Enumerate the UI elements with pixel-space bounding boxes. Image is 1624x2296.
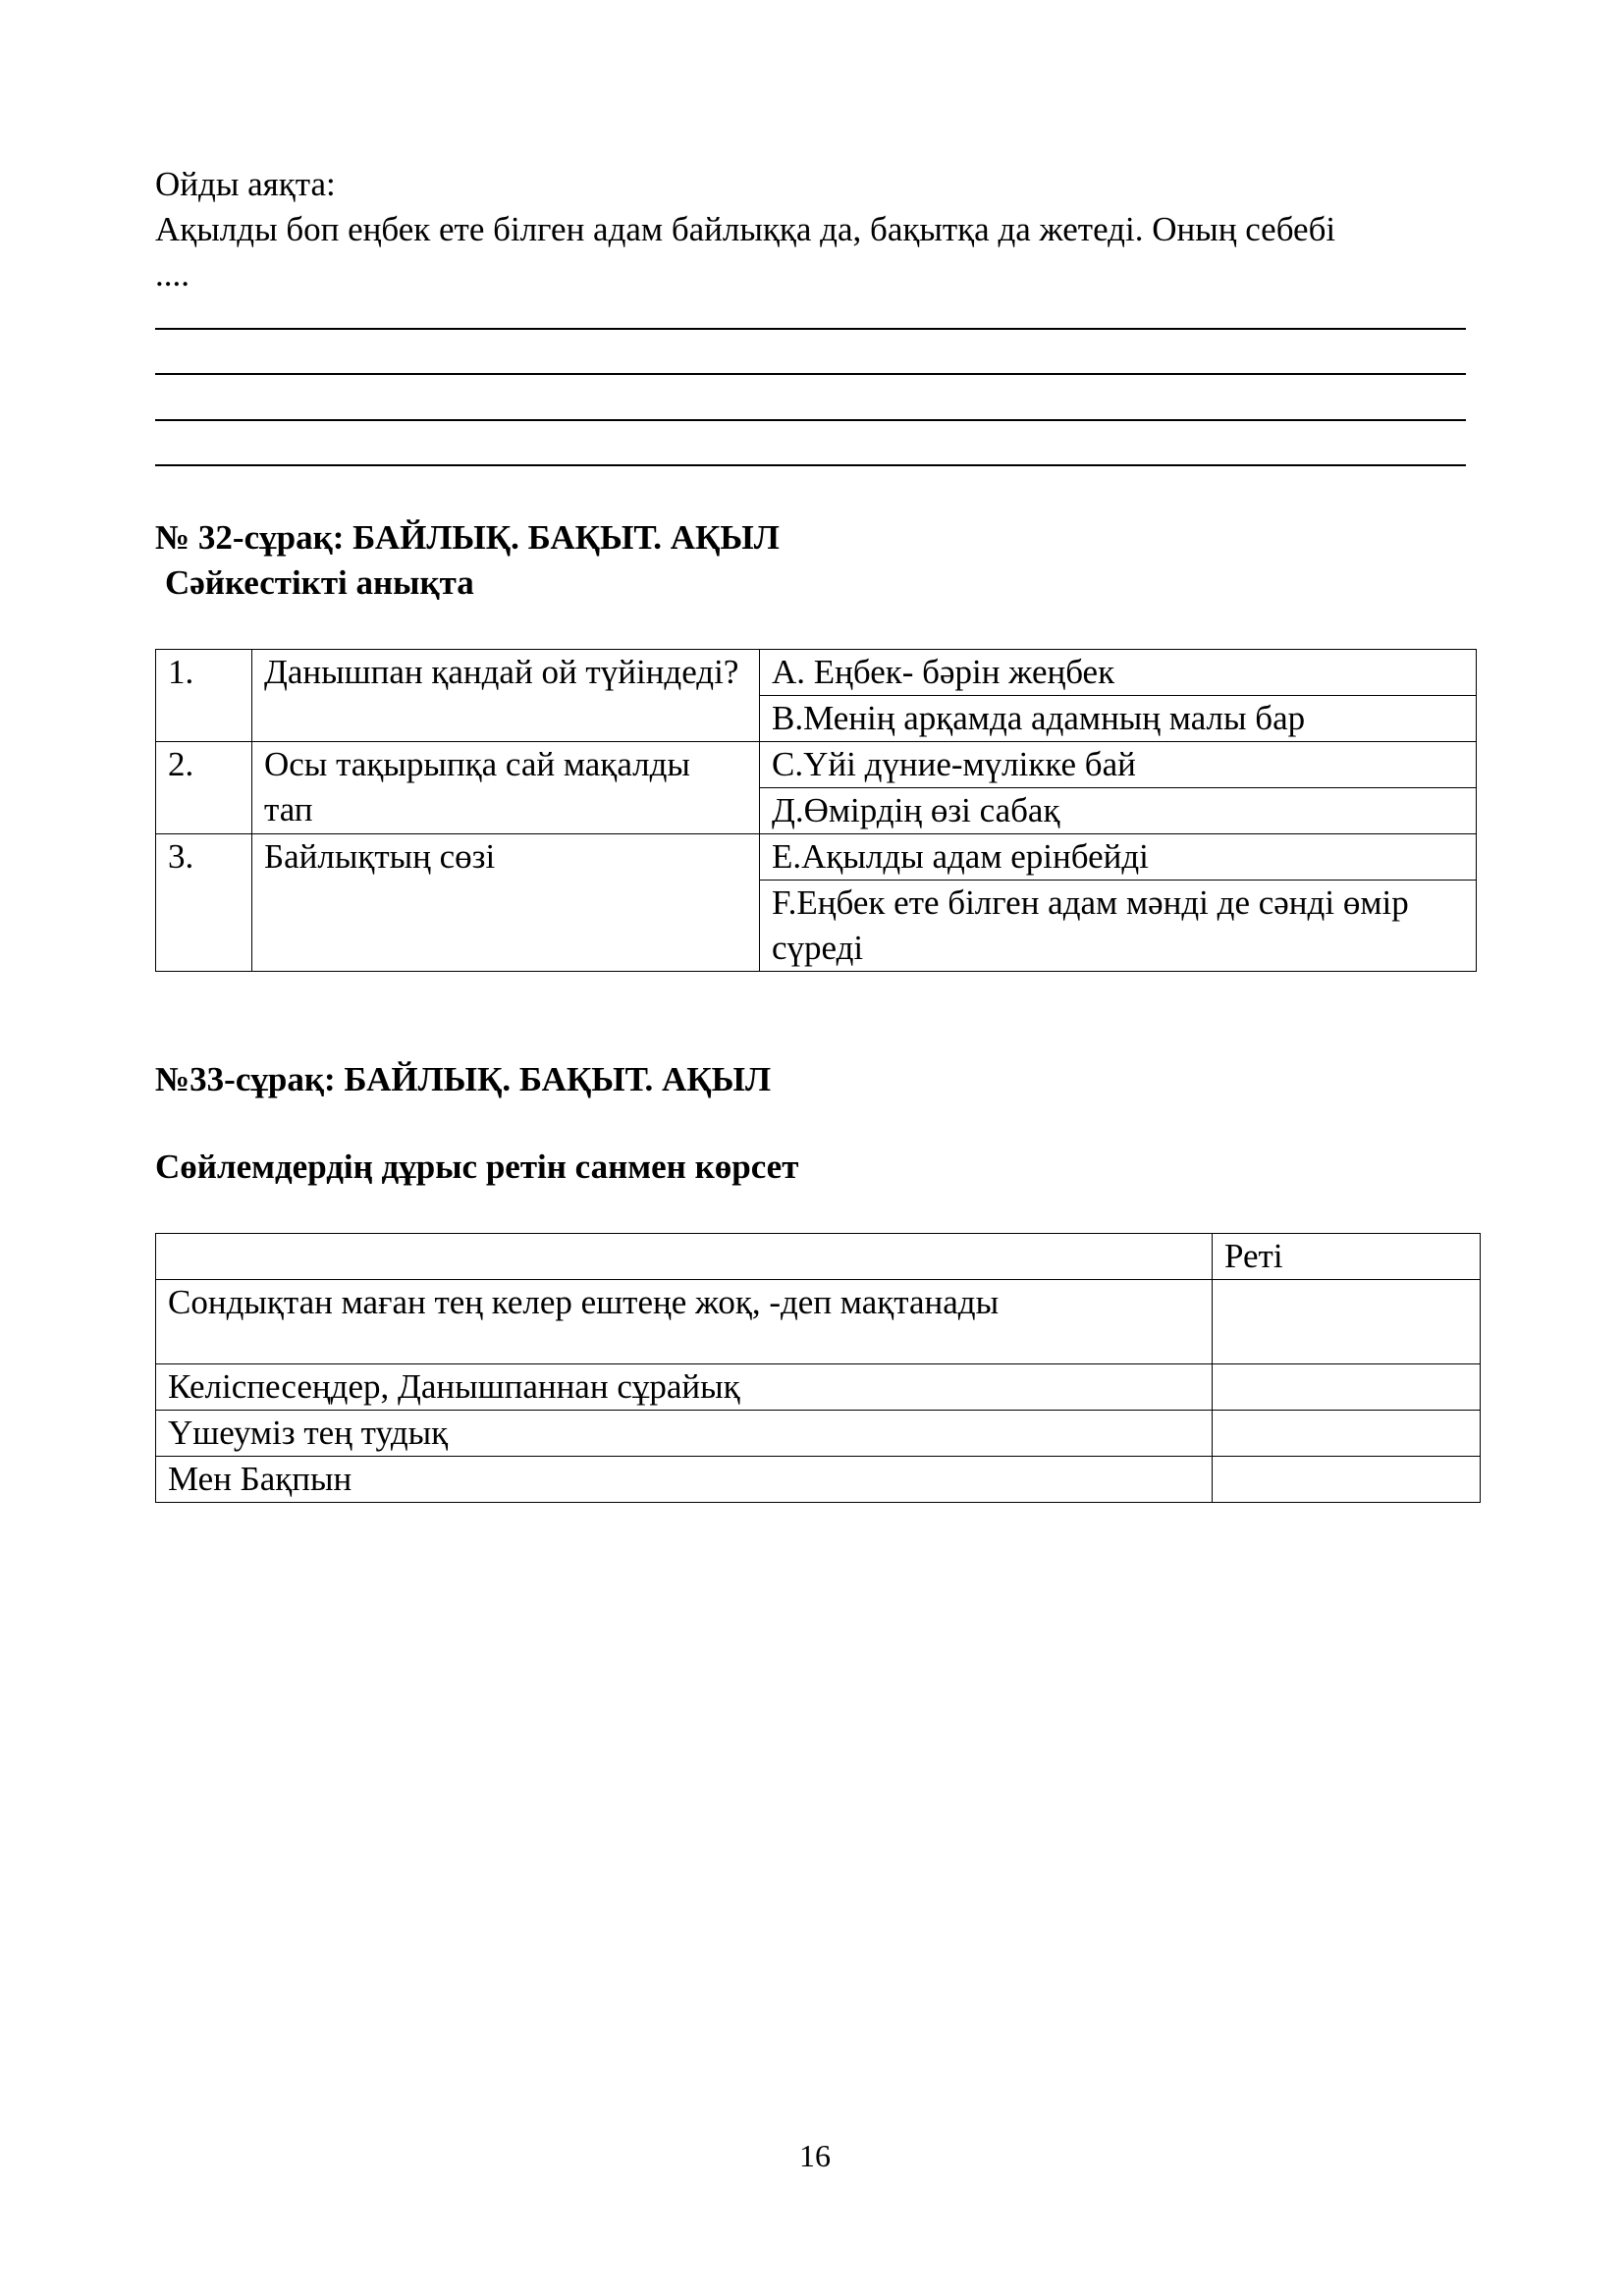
row-number: 1. [156, 650, 252, 742]
question-cell: Данышпан қандай ой түйіндеді? [252, 650, 760, 742]
q33-title: №33-сұрақ: БАЙЛЫҚ. БАҚЫТ. АҚЫЛ [155, 1060, 772, 1098]
page-number: 16 [799, 2138, 831, 2173]
order-input-cell[interactable] [1213, 1411, 1481, 1457]
intro-sentence: Ақылды боп еңбек ете білген адам байлыққа да, бақытқа да жетеді. Оның себебі [155, 210, 1336, 248]
table-row [156, 834, 1477, 881]
question-cell: Байлықтың сөзі [252, 834, 760, 972]
answer-line[interactable] [155, 328, 1466, 330]
ordering-table [155, 1233, 1481, 1503]
option-cell[interactable]: Е.Ақылды адам ерінбейді [760, 834, 1477, 881]
option-cell[interactable]: С.Үйі дүние-мүлікке бай [760, 742, 1477, 788]
q32-title: № 32-сұрақ: БАЙЛЫҚ. БАҚЫТ. АҚЫЛ [155, 518, 780, 557]
table-header-row [156, 1234, 1481, 1280]
option-cell[interactable]: Д.Өмірдің өзі сабақ [760, 788, 1477, 834]
sentence-cell: Үшеуміз тең тудық [156, 1411, 1213, 1457]
table-row [156, 1364, 1481, 1411]
option-cell[interactable]: F.Еңбек ете білген адам мәнді де сәнді өмір сүреді [760, 881, 1477, 972]
sentence-cell: Сондықтан маған тең келер ештеңе жоқ, -деп мақтанады [156, 1280, 1213, 1364]
answer-line[interactable] [155, 419, 1466, 421]
matching-table [155, 649, 1477, 972]
option-cell[interactable]: В.Менің арқамда адамның малы бар [760, 696, 1477, 742]
intro-ellipsis: .... [155, 255, 189, 294]
intro-prompt: Ойды аяқта: [155, 165, 336, 203]
sentence-cell: Мен Бақпын [156, 1457, 1213, 1503]
row-number: 2. [156, 742, 252, 834]
order-input-cell[interactable] [1213, 1364, 1481, 1411]
table-row [156, 650, 1477, 696]
order-input-cell[interactable] [1213, 1457, 1481, 1503]
answer-line[interactable] [155, 464, 1466, 466]
option-cell[interactable]: А. Еңбек- бәрін жеңбек [760, 650, 1477, 696]
q33-instruction: Сөйлемдердің дұрыс ретін санмен көрсет [155, 1148, 799, 1186]
q32-instruction: Сәйкестікті анықта [165, 563, 474, 602]
table-row [156, 1457, 1481, 1503]
header-sentence-cell [156, 1234, 1213, 1280]
table-row [156, 742, 1477, 788]
table-row [156, 1411, 1481, 1457]
order-input-cell[interactable] [1213, 1280, 1481, 1364]
sentence-cell: Келіспесеңдер, Данышпаннан сұрайық [156, 1364, 1213, 1411]
answer-line[interactable] [155, 373, 1466, 375]
table-row [156, 1280, 1481, 1364]
question-cell: Осы тақырыпқа сай мақалды тап [252, 742, 760, 834]
header-order-cell: Реті [1213, 1234, 1481, 1280]
row-number: 3. [156, 834, 252, 972]
